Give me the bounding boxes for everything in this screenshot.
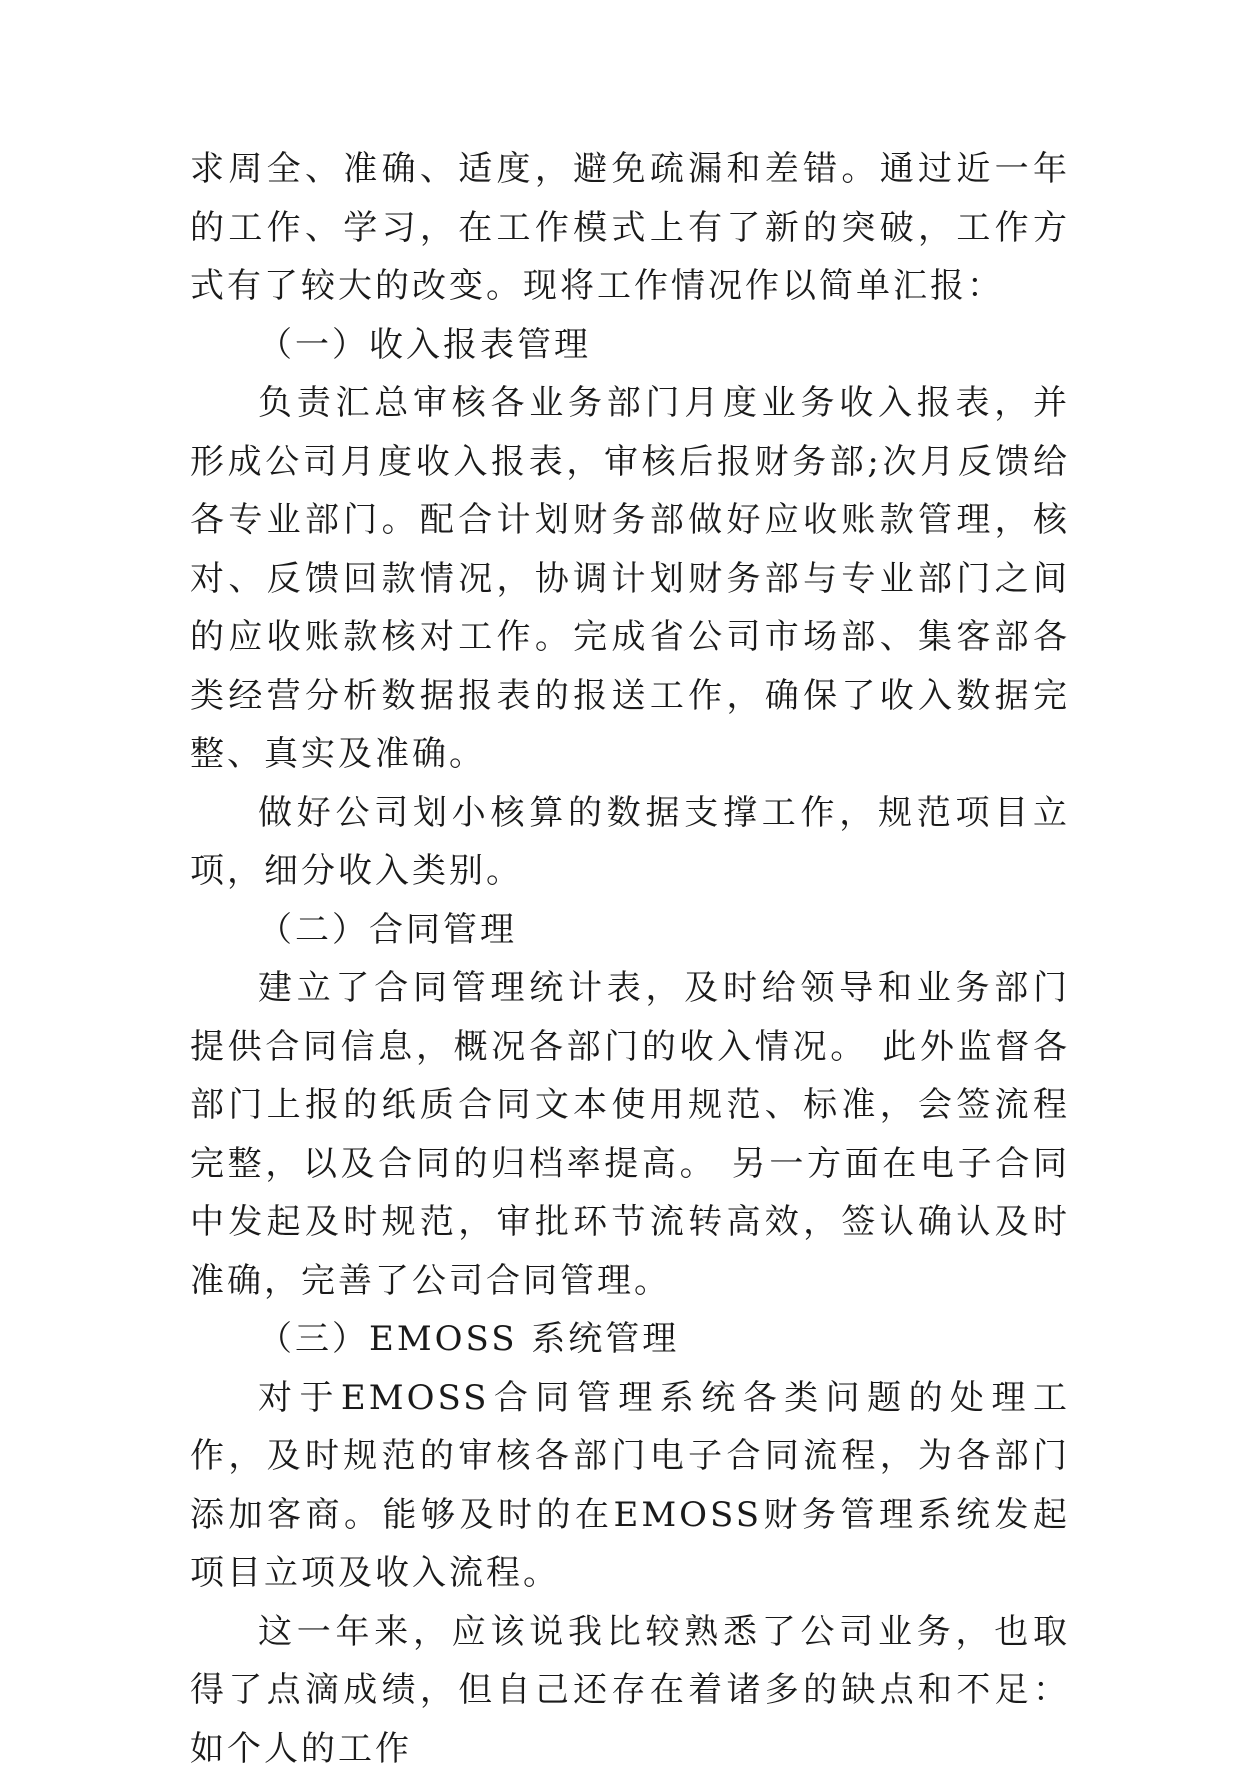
paragraph-emoss-system: 对于EMOSS合同管理系统各类问题的处理工作，及时规范的审核各部门电子合同流程，为各部门添加客商。能够及时的在EMOSS财务管理系统发起项目立项及收入流程。 [190, 1369, 1070, 1603]
section-heading-emoss-system: （三）EMOSS 系统管理 [190, 1310, 1070, 1369]
section-heading-revenue-reports: （一）收入报表管理 [190, 316, 1070, 375]
section-heading-contract-management: （二）合同管理 [190, 901, 1070, 960]
document-body [190, 140, 1070, 1778]
paragraph-contract-management: 建立了合同管理统计表，及时给领导和业务部门提供合同信息，概况各部门的收入情况。 此外监督各部门上报的纸质合同文本使用规范、标准，会签流程完整，以及合同的归档率提高。 另一方面在电子合同中发起及时规范，审批环节流转高效，签认确认及时准确，完善了公司合同管理。 [190, 959, 1070, 1310]
paragraph-revenue-reports: 负责汇总审核各业务部门月度业务收入报表，并形成公司月度收入报表，审核后报财务部;次月反馈给各专业部门。配合计划财务部做好应收账款管理，核对、反馈回款情况，协调计划财务部与专业部门之间的应收账款核对工作。完成省公司市场部、集客部各类经营分析数据报表的报送工作，确保了收入数据完整、真实及准确。 [190, 374, 1070, 784]
paragraph-intro: 求周全、准确、适度，避免疏漏和差错。通过近一年的工作、学习，在工作模式上有了新的突破，工作方式有了较大的改变。现将工作情况作以简单汇报： [190, 140, 1070, 316]
paragraph-accounting-support: 做好公司划小核算的数据支撑工作，规范项目立项，细分收入类别。 [190, 784, 1070, 901]
paragraph-summary: 这一年来，应该说我比较熟悉了公司业务，也取得了点滴成绩，但自己还存在着诸多的缺点和不足：如个人的工作 [190, 1603, 1070, 1778]
